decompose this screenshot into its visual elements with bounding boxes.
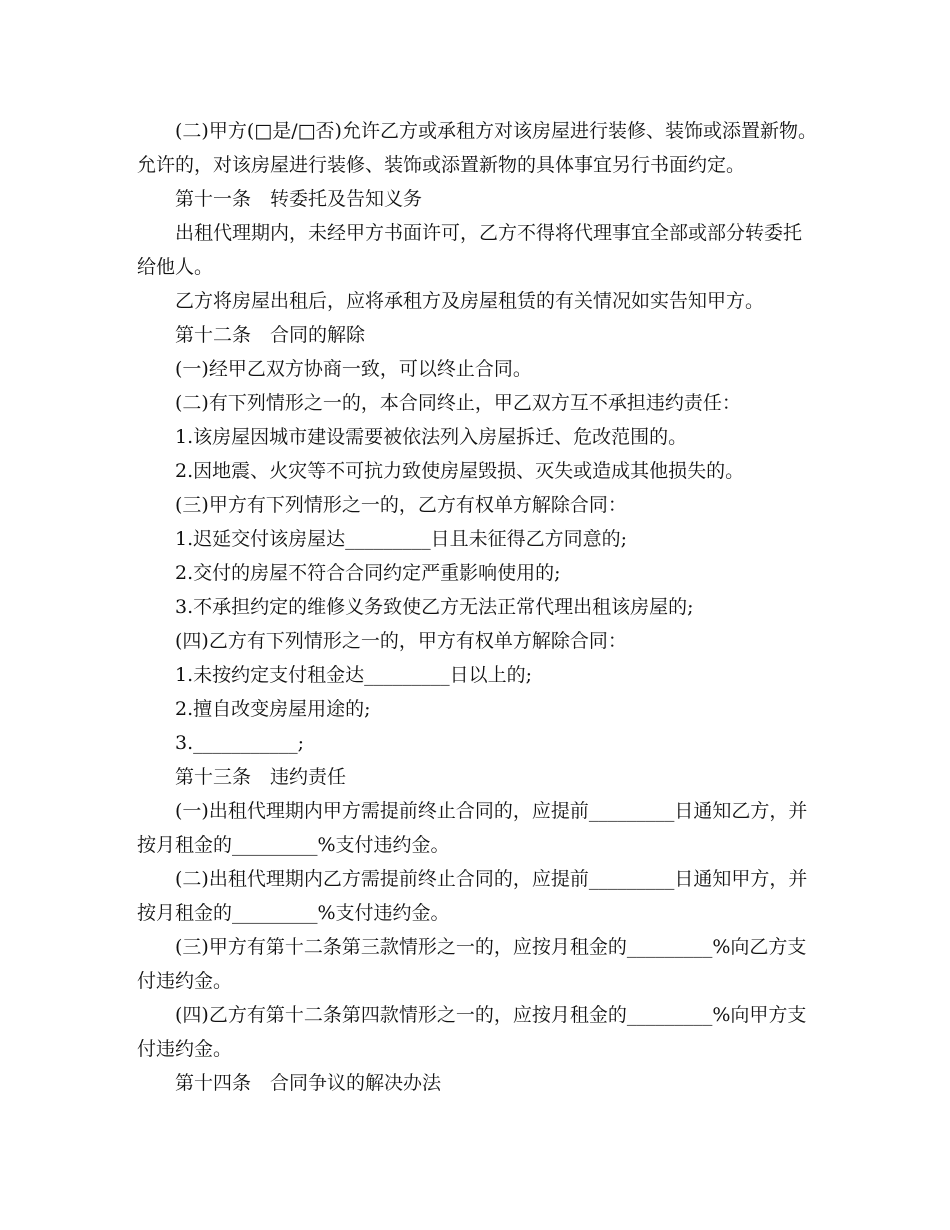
clause-paragraph: (二)甲方(□是/□否)允许乙方或承租方对该房屋进行装修、装饰或添置新物。允许的，对该房屋进行装修、装饰或添置新物的具体事宜另行书面约定。	[137, 120, 817, 176]
list-item: 3.不承担约定的维修义务致使乙方无法正常代理出租该房屋的;	[175, 596, 694, 618]
clause-paragraph: (四)乙方有第十二条第四款情形之一的，应按月租金的_________%向甲方支付违约金。	[137, 1004, 807, 1060]
clause-paragraph: (一)出租代理期内甲方需提前终止合同的，应提前_________日通知乙方，并按月租金的_________%支付违约金。	[137, 800, 808, 856]
clause-paragraph: (二)有下列情形之一的，本合同终止，甲乙双方互不承担违约责任：	[175, 392, 741, 414]
list-item: 1.迟延交付该房屋达_________日且未征得乙方同意的;	[175, 528, 628, 550]
article-heading: 第十二条 合同的解除	[175, 324, 366, 346]
clause-paragraph: (四)乙方有下列情形之一的，甲方有权单方解除合同：	[175, 630, 627, 652]
list-item: 2.交付的房屋不符合合同约定严重影响使用的;	[175, 562, 561, 584]
list-item: 3.___________;	[175, 732, 305, 754]
clause-paragraph: (二)出租代理期内乙方需提前终止合同的，应提前_________日通知甲方，并按月租金的_________%支付违约金。	[137, 868, 808, 924]
list-item: 1.未按约定支付租金达_________日以上的;	[175, 664, 533, 686]
clause-paragraph: (三)甲方有第十二条第三款情形之一的，应按月租金的_________%向乙方支付违约金。	[137, 936, 807, 992]
list-item: 2.擅自改变房屋用途的;	[175, 698, 371, 720]
list-item: 1.该房屋因城市建设需要被依法列入房屋拆迁、危改范围的。	[175, 426, 688, 448]
list-item: 2.因地震、火灾等不可抗力致使房屋毁损、灭失或造成其他损失的。	[175, 460, 745, 482]
clause-paragraph: 乙方将房屋出租后，应将承租方及房屋租赁的有关情况如实告知甲方。	[175, 290, 765, 312]
article-heading: 第十四条 合同争议的解决办法	[175, 1072, 442, 1094]
document-body	[137, 114, 817, 1100]
clause-paragraph: (三)甲方有下列情形之一的，乙方有权单方解除合同：	[175, 494, 627, 516]
article-heading: 第十一条 转委托及告知义务	[175, 188, 423, 210]
clause-paragraph: (一)经甲乙双方协商一致，可以终止合同。	[175, 358, 532, 380]
article-heading: 第十三条 违约责任	[175, 766, 347, 788]
clause-paragraph: 出租代理期内，未经甲方书面许可，乙方不得将代理事宜全部或部分转委托给他人。	[137, 222, 803, 278]
